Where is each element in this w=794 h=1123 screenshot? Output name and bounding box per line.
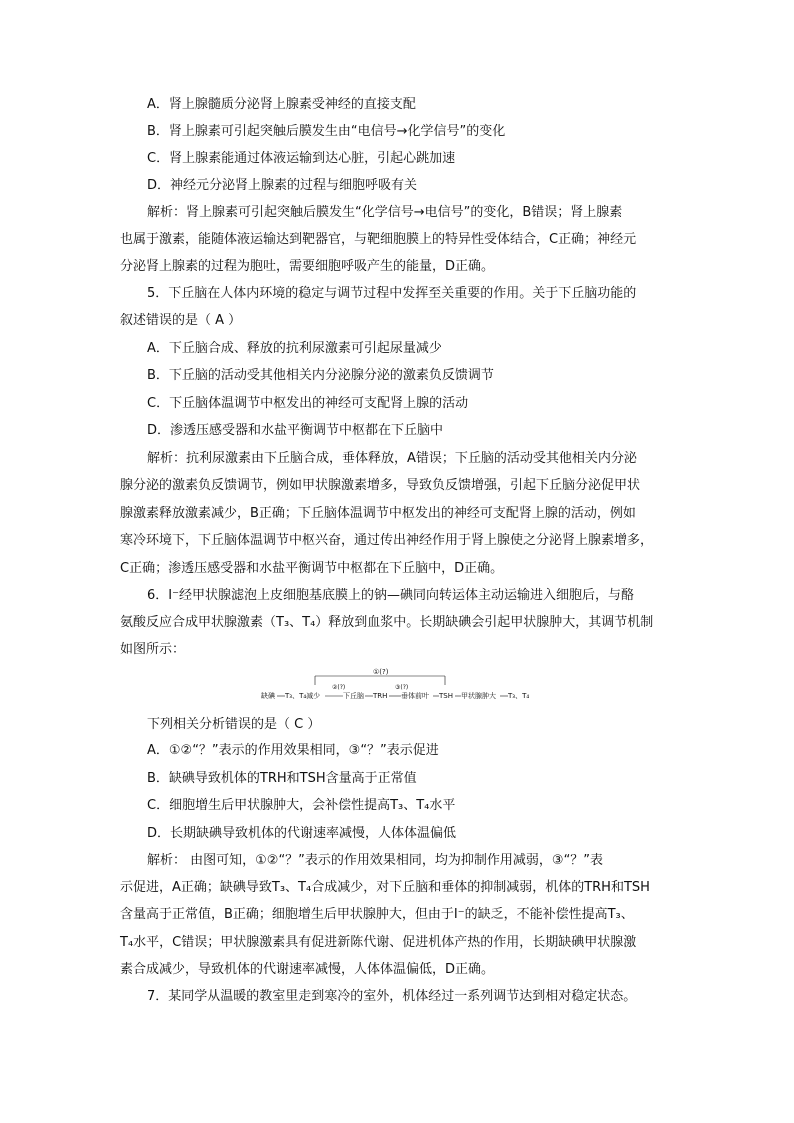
analysis-q6-line3: 含量高于正常值，B正确；细胞增生后甲状腺肿大，但由于I⁻的缺乏，不能补偿性提高T₃、 [120, 907, 634, 922]
option-c-q5: C．下丘脑体温调节中枢发出的神经可支配肾上腺的活动 [147, 396, 469, 411]
option-a-q6: A．①②“？”表示的作用效果相同，③“？”表示促进 [147, 743, 439, 758]
analysis-q5-line5: C正确；渗透压感受器和水盐平衡调节中枢都在下丘脑中，D正确。 [120, 561, 504, 576]
option-b-q5: B．下丘脑的活动受其他相关内分泌腺分泌的激素负反馈调节 [147, 368, 494, 383]
option-d-q5: D．渗透压感受器和水盐平衡调节中枢都在下丘脑中 [147, 423, 444, 438]
analysis-q4-line2: 也属于激素，能随体液运输达到靶器官，与靶细胞膜上的特异性受体结合，C正确；神经元 [120, 232, 637, 247]
option-c-q6: C．细胞增生后甲状腺肿大，会补偿性提高T₃、T₄水平 [147, 798, 456, 813]
diagram-node-goiter: 甲状腺肿大 [461, 692, 496, 700]
analysis-q4-line3: 分泌肾上腺素的过程为胞吐，需要细胞呼吸产生的能量，D正确。 [120, 259, 495, 274]
analysis-q6-line5: 素合成减少，导致机体的代谢速率减慢，人体体温偏低，D正确。 [120, 962, 495, 977]
diagram-label-2: ②(?) [332, 684, 346, 691]
diagram-node-trh: TRH [373, 692, 388, 700]
diagram-label-3: ③(?) [395, 684, 409, 691]
option-b-q4: B．肾上腺素可引起突触后膜发生由“电信号→化学信号”的变化 [147, 124, 506, 139]
question-6-line3: 如图所示： [120, 642, 186, 657]
thyroid-regulation-diagram [255, 667, 555, 707]
analysis-q6-line4: T₄水平，C错误；甲状腺激素具有促进新陈代谢、促进机体产热的作用，长期缺碘甲状腺激 [120, 935, 637, 950]
analysis-q5-line1: 解析：抗利尿激素由下丘脑合成，垂体释放，A错误；下丘脑的活动受其他相关内分泌 [147, 451, 637, 466]
option-b-q6: B．缺碘导致机体的TRH和TSH含量高于正常值 [147, 771, 417, 786]
analysis-q6-line1: 解析： 由图可知，①②“？”表示的作用效果相同，均为抑制作用减弱，③“？”表 [147, 853, 604, 868]
question-5-line1: 5．下丘脑在人体内环境的稳定与调节过程中发挥至关重要的作用。关于下丘脑功能的 [147, 286, 637, 301]
diagram-node-t3t4-decrease: T₃、T₄减少 [285, 692, 321, 700]
diagram-label-1: ①(?) [373, 668, 389, 676]
diagram-node-anterior-pituitary: 垂体前叶 [401, 692, 429, 700]
diagram-node-tsh: TSH [439, 692, 453, 700]
question-6-line2: 氨酸反应合成甲状腺激素（T₃、T₄）释放到血浆中。长期缺碘会引起甲状腺肿大，其调节机制 [120, 615, 654, 630]
diagram-node-iodine-deficiency: 缺碘 [261, 692, 275, 700]
option-a-q5: A．下丘脑合成、释放的抗利尿激素可引起尿量减少 [147, 341, 442, 356]
question-6-prompt: 下列相关分析错误的是（ C ） [147, 717, 321, 732]
diagram-node-t3t4: T₃、T₄ [508, 692, 530, 700]
option-d-q6: D．长期缺碘导致机体的代谢速率减慢，人体体温偏低 [147, 826, 457, 841]
question-7-line1: 7．某同学从温暖的教室里走到寒冷的室外，机体经过一系列调节达到相对稳定状态。 [147, 989, 637, 1004]
option-a-q4: A．肾上腺髓质分泌肾上腺素受神经的直接支配 [147, 97, 416, 112]
option-d-q4: D．神经元分泌肾上腺素的过程与细胞呼吸有关 [147, 178, 418, 193]
analysis-q4-line1: 解析：肾上腺素可引起突触后膜发生“化学信号→电信号”的变化，B错误；肾上腺素 [147, 205, 623, 220]
analysis-q5-line4: 寒冷环境下，下丘脑体温调节中枢兴奋，通过传出神经作用于肾上腺使之分泌肾上腺素增多， [120, 533, 654, 548]
option-c-q4: C．肾上腺素能通过体液运输到达心脏，引起心跳加速 [147, 151, 456, 166]
question-5-line2: 叙述错误的是（ A ） [120, 313, 242, 328]
question-6-line1: 6．I⁻经甲状腺滤泡上皮细胞基底膜上的钠—碘同向转运体主动运输进入细胞后，与酪 [147, 588, 634, 603]
analysis-q6-line2: 示促进，A正确；缺碘导致T₃、T₄合成减少，对下丘脑和垂体的抑制减弱，机体的TRH和TSH [120, 880, 650, 895]
analysis-q5-line2: 腺分泌的激素负反馈调节，例如甲状腺激素增多，导致负反馈增强，引起下丘脑分泌促甲状 [120, 478, 641, 493]
analysis-q5-line3: 腺激素释放激素减少，B正确；下丘脑体温调节中枢发出的神经可支配肾上腺的活动，例如 [120, 506, 636, 521]
diagram-node-hypothalamus: 下丘脑 [343, 692, 364, 700]
